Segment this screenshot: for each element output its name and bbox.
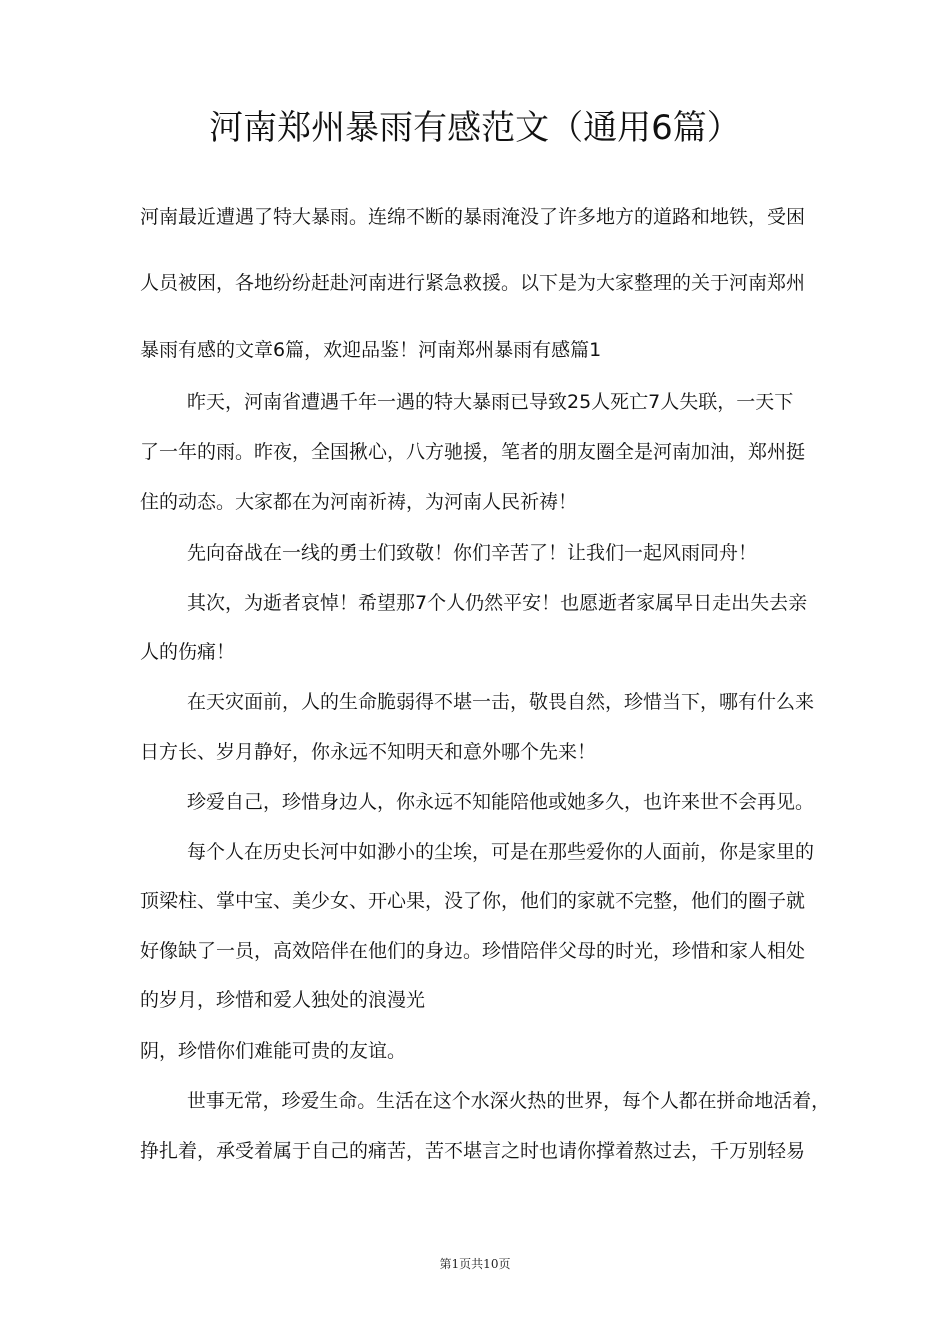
body-line: 每个人在历史长河中如渺小的尘埃，可是在那些爱你的人面前，你是家里的 [187,841,815,863]
body-line: 昨天，河南省遭遇千年一遇的特大暴雨已导致25人死亡7人失联，一天下 [187,391,794,413]
body-line: 珍爱自己，珍惜身边人，你永远不知能陪他或她多久，也许来世不会再见。 [187,791,815,813]
body-line: 阴，珍惜你们难能可贵的友谊。 [140,1040,407,1062]
body-line: 人员被困，各地纷纷赶赴河南进行紧急救援。以下是为大家整理的关于河南郑州 [140,272,806,294]
body-line: 挣扎着，承受着属于自己的痛苦，苦不堪言之时也请你撑着熬过去，千万别轻易 [140,1140,806,1162]
body-line: 住的动态。大家都在为河南祈祷，为河南人民祈祷！ [140,491,578,513]
body-line: 了一年的雨。昨夜，全国揪心，八方驰援，笔者的朋友圈全是河南加油，郑州挺 [140,441,806,463]
body-line: 先向奋战在一线的勇士们致敬！你们辛苦了！让我们一起风雨同舟！ [187,542,758,564]
document-title: 河南郑州暴雨有感范文（通用6篇） [209,108,741,148]
body-line: 日方长、岁月静好，你永远不知明天和意外哪个先来！ [140,741,597,763]
body-line: 的岁月，珍惜和爱人独处的浪漫光 [140,989,426,1011]
body-line: 人的伤痛！ [140,641,236,663]
body-line: 暴雨有感的文章6篇，欢迎品鉴！河南郑州暴雨有感篇1 [140,339,602,361]
body-line: 其次，为逝者哀悼！希望那7个人仍然平安！也愿逝者家属早日走出失去亲 [187,592,808,614]
body-line: 在天灾面前，人的生命脆弱得不堪一击，敬畏自然，珍惜当下，哪有什么来 [187,691,815,713]
body-line: 顶梁柱、掌中宝、美少女、开心果，没了你，他们的家就不完整，他们的圈子就 [140,890,806,912]
body-line: 世事无常，珍爱生命。生活在这个水深火热的世界，每个人都在拼命地活着， [187,1090,831,1112]
body-line: 好像缺了一员，高效陪伴在他们的身边。珍惜陪伴父母的时光，珍惜和家人相处 [140,940,806,962]
body-line: 河南最近遭遇了特大暴雨。连绵不断的暴雨淹没了许多地方的道路和地铁，受困 [140,206,806,228]
page-footer: 第1页共10页 [439,1257,511,1271]
